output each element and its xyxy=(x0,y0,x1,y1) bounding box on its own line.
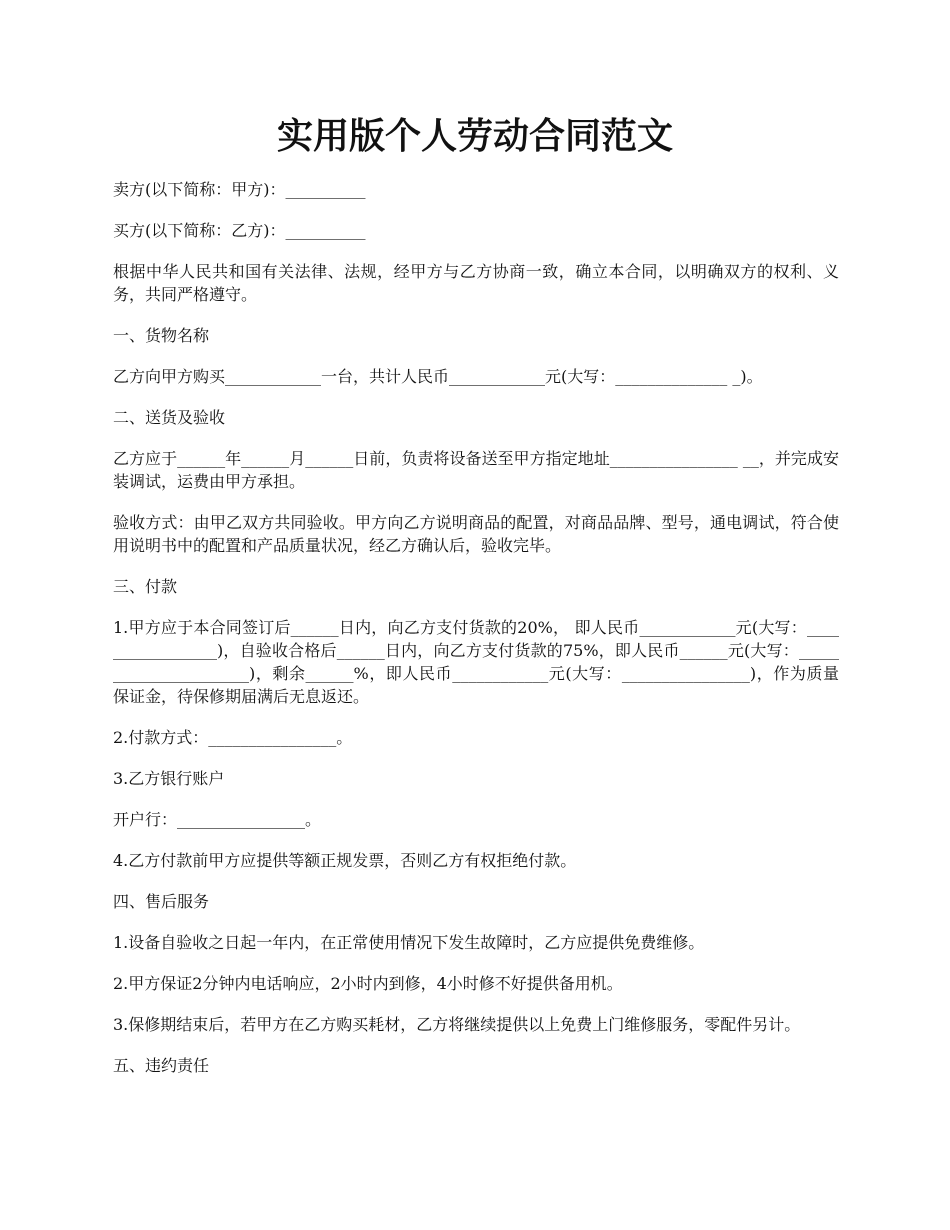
service-clause-3: 3.保修期结束后，若甲方在乙方购买耗材，乙方将继续提供以上免费上门维修服务，零配件另计。 xyxy=(113,1015,801,1034)
seller-line: 卖方(以下简称：甲方)：__________ xyxy=(113,180,366,199)
document-body xyxy=(113,178,839,1095)
section-heading-liability: 五、违约责任 xyxy=(113,1056,210,1075)
payment-clause-2: 2.付款方式：________________。 xyxy=(113,728,353,747)
payment-clause-1: 1.甲方应于本合同签订后______日内，向乙方支付货款的20%， 即人民币____________元(大写：_________________)，自验收合格后______日内，向乙方支付货款的75%，即人民币______元(大写：______________________)，剩余______%，即人民币____________元(大写：________________)，作为质量保证金，待保修期届满后无息返还。 xyxy=(113,618,839,706)
payment-clause-4: 4.乙方付款前甲方应提供等额正规发票，否则乙方有权拒绝付款。 xyxy=(113,851,577,870)
goods-paragraph: 乙方向甲方购买____________一台，共计人民币____________元(大写：______________ _)。 xyxy=(113,367,763,386)
bank-line: 开户行：________________。 xyxy=(113,810,322,829)
delivery-paragraph: 乙方应于______年______月______日前，负责将设备送至甲方指定地址________________ __，并完成安装调试，运费由甲方承担。 xyxy=(113,449,839,491)
buyer-line: 买方(以下简称：乙方)：__________ xyxy=(113,221,366,240)
section-heading-goods: 一、货物名称 xyxy=(113,326,210,345)
document-title: 实用版个人劳动合同范文 xyxy=(276,116,673,157)
service-clause-1: 1.设备自验收之日起一年内，在正常使用情况下发生故障时，乙方应提供免费维修。 xyxy=(113,933,705,952)
section-heading-delivery: 二、送货及验收 xyxy=(113,408,226,427)
preamble-paragraph: 根据中华人民共和国有关法律、法规，经甲方与乙方协商一致，确立本合同，以明确双方的权利、义务，共同严格遵守。 xyxy=(113,262,839,304)
section-heading-payment: 三、付款 xyxy=(113,577,178,596)
acceptance-paragraph: 验收方式：由甲乙双方共同验收。甲方向乙方说明商品的配置，对商品品牌、型号，通电调试，符合使用说明书中的配置和产品质量状况，经乙方确认后，验收完毕。 xyxy=(113,513,839,555)
service-clause-2: 2.甲方保证2分钟内电话响应，2小时内到修，4小时修不好提供备用机。 xyxy=(113,974,623,993)
payment-clause-3: 3.乙方银行账户 xyxy=(113,769,225,788)
section-heading-service: 四、售后服务 xyxy=(113,892,210,911)
